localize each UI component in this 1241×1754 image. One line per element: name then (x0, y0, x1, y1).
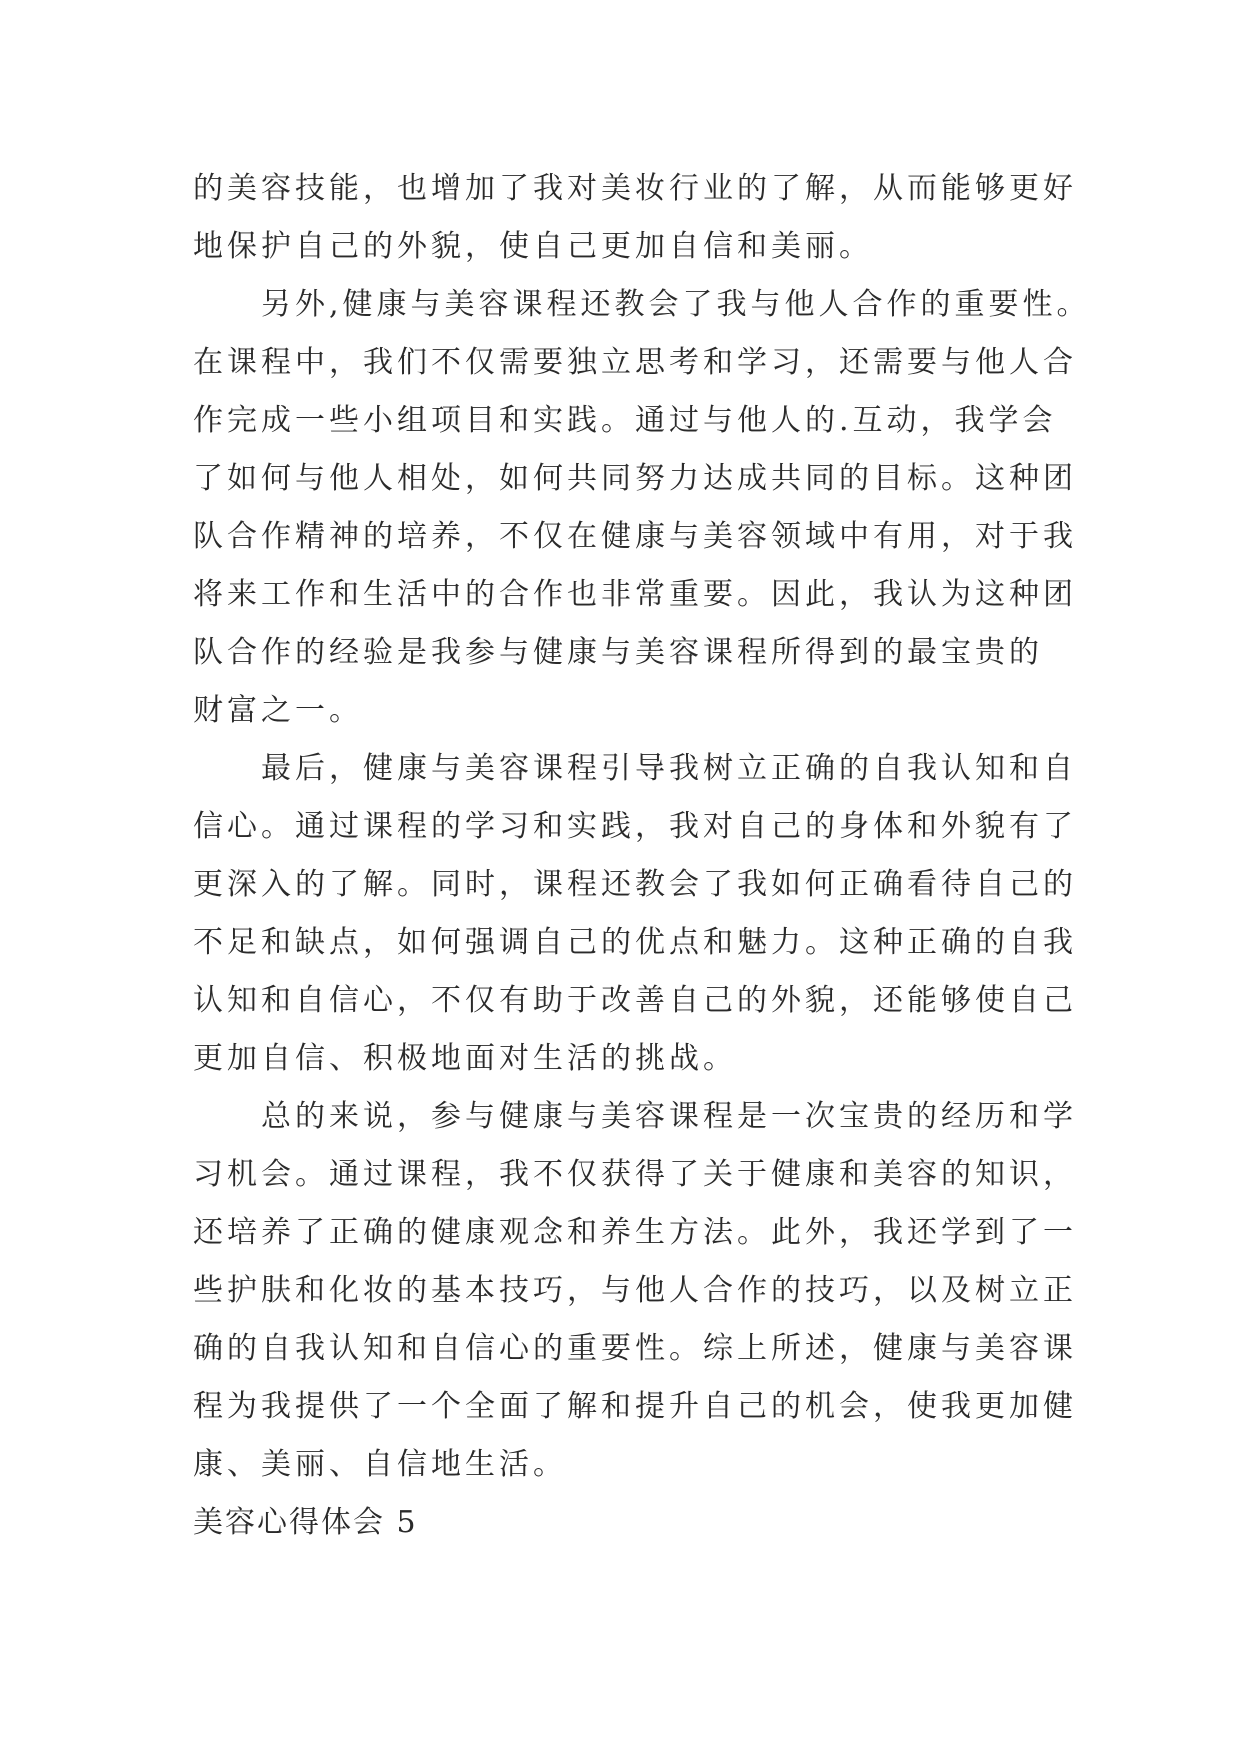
text-line-1: 的美容技能，也增加了我对美妆行业的了解，从而能够更好 (193, 171, 1077, 206)
text-line-5: 作完成一些小组项目和实践。通过与他人的.互动，我学会 (193, 403, 1057, 438)
text-line-12: 信心。通过课程的学习和实践，我对自己的身体和外貌有了 (193, 809, 1077, 844)
text-line-22: 程为我提供了一个全面了解和提升自己的机会，使我更加健 (193, 1389, 1077, 1424)
text-line-23: 康、美丽、自信地生活。 (193, 1447, 567, 1482)
text-line-19: 还培养了正确的健康观念和养生方法。此外，我还学到了一 (193, 1215, 1077, 1250)
text-line-21: 确的自我认知和自信心的重要性。综上所述，健康与美容课 (193, 1331, 1077, 1366)
text-line-18: 习机会。通过课程，我不仅获得了关于健康和美容的知识， (193, 1157, 1077, 1192)
text-line-15: 认知和自信心，不仅有助于改善自己的外貌，还能够使自己 (193, 983, 1077, 1018)
text-line-2: 地保护自己的外貌，使自己更加自信和美丽。 (193, 229, 873, 264)
text-line-10: 财富之一。 (193, 693, 363, 728)
section-heading: 美容心得体会 5 (193, 1505, 418, 1540)
paragraph-4-first-line: 总的来说，参与健康与美容课程是一次宝贵的经历和学 (261, 1099, 1077, 1134)
text-line-20: 些护肤和化妆的基本技巧，与他人合作的技巧，以及树立正 (193, 1273, 1077, 1308)
text-line-6: 了如何与他人相处，如何共同努力达成共同的目标。这种团 (193, 461, 1077, 496)
text-line-8: 将来工作和生活中的合作也非常重要。因此，我认为这种团 (193, 577, 1077, 612)
paragraph-3-first-line: 最后，健康与美容课程引导我树立正确的自我认知和自 (261, 751, 1077, 786)
text-line-13: 更深入的了解。同时，课程还教会了我如何正确看待自己的 (193, 867, 1077, 902)
paragraph-2-first-line: 另外,健康与美容课程还教会了我与他人合作的重要性。 (261, 287, 1091, 322)
text-line-16: 更加自信、积极地面对生活的挑战。 (193, 1041, 737, 1076)
text-line-4: 在课程中，我们不仅需要独立思考和学习，还需要与他人合 (193, 345, 1077, 380)
text-line-9: 队合作的经验是我参与健康与美容课程所得到的最宝贵的 (193, 635, 1043, 670)
text-line-14: 不足和缺点，如何强调自己的优点和魅力。这种正确的自我 (193, 925, 1077, 960)
text-line-7: 队合作精神的培养，不仅在健康与美容领域中有用，对于我 (193, 519, 1077, 554)
